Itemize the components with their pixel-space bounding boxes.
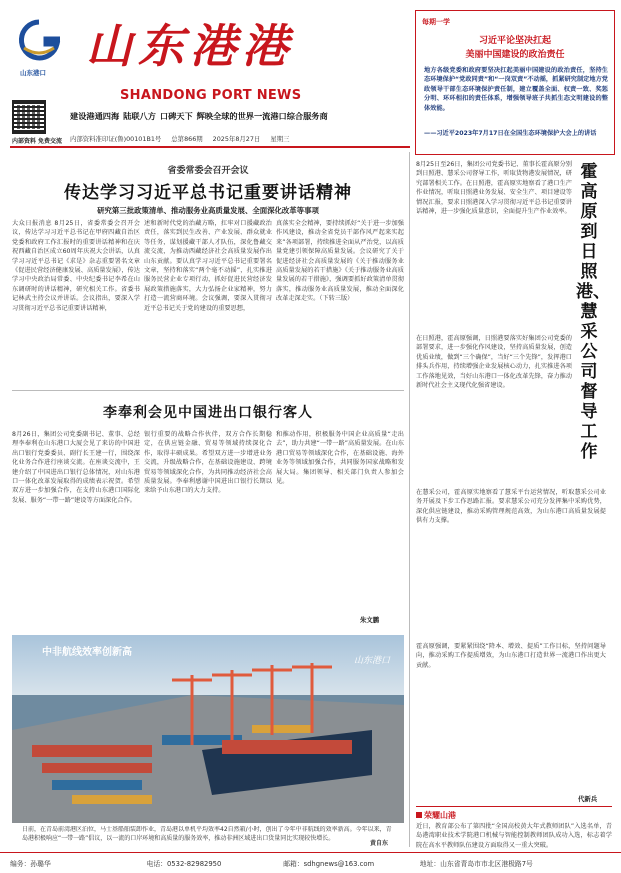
study-column-label: 每期一学: [422, 18, 450, 26]
issue-weekday: 星期三: [270, 135, 290, 143]
masthead-title-en: SHANDONG PORT NEWS: [120, 88, 302, 103]
permit-no: 内部资料准印证(鲁)00101B1号: [70, 135, 162, 143]
article1-kicker: 省委常委会召开会议: [167, 166, 249, 176]
article1-headline: 传达学习习近平总书记重要讲话精神: [64, 183, 352, 203]
column-divider: [409, 152, 410, 847]
article1-col2: 述和新时代党的治藏方略，扛牢对口援藏政治责任，落实到民生改善、产业发展、群众就业等任务，谋划援藏干部人才队伍，深化鲁藏交流交流，为推动西藏经济社会高质量发展作出山东贡献。要认真学习习近平总书记重要署名文章，坚持和落实“两个毫不动摇”，扎实推进服务民营企业专项行动，抓好促进民营经济发展政策措施落实，大力弘扬企业家精神，努力打造一流营商环境。会议强调，要深入贯彻习近平总书记关于党的建设的重要思想，: [144, 220, 272, 312]
issue-info: [70, 134, 470, 143]
article2-col3: 和推动作用，积极服务中国企业高质量“走出去”，助力共建“一带一路”高质量发展。在山东港口贸易等领域深化合作，在基础设施、海外业务等领域加强合作，共同服务国家战略和发展大局。集团领导、相关部门负责人参加会见。: [276, 431, 404, 486]
article2-headline: 李奉利会见中国进出口银行客人: [103, 405, 313, 421]
qr-caption-1: 内部资料: [12, 138, 37, 145]
article2-col1: 8月26日，集团公司党委副书记、董事、总经理李奉利在山东港口大厦会见了来访的中国进出口银行党委委员、副行长王建一行，围绕深化业务合作进行座谈交流。在座谈交流中，王建介绍了中国进出口银行总体情况，对山东港口一体化改革发展取得的成绩表示祝贺。希望双方进一步加强合作，在支持山东港口国际化发展、服务“一带一路”建设等方面深化合作。: [12, 431, 140, 504]
study-box: [415, 10, 615, 155]
masthead-rule: [10, 146, 410, 148]
article2-author: 朱文鹏: [360, 616, 380, 624]
honor-rule: [416, 806, 612, 807]
right-author: 代新兵: [578, 795, 598, 803]
photo-title: 中非航线效率创新高: [42, 647, 132, 658]
article1-col1: 大众日报消息 8月25日，省委常委会召开会议，传达学习习近平总书记在甲府四藏自治区党委和政府工作汇报时的重要讲话精神和在庆祝西藏自治区成立60周年庆祝大会讲话，认真学习习近平总书记《求是》杂志重要署名文章《促进民营经济健康发展、高质量发展》，传达学习中央政治局常委、中央纪委书记李希在山东调研时的讲话精神，研究相关工作。省委书记林武主持会议并讲话。会议指出，要深入学习贯彻习近平总书记重要讲话精神，: [12, 220, 140, 312]
study-quote: 地方各级党委和政府要坚决扛起美丽中国建设的政治责任，坚持生态环境保护“党政同责”和“一岗双责”不动摇，抓紧研究制定地方党政领导干部生态环境保护责任制，建立覆盖全面、权责一致、奖惩分明、环环相扣的责任体系，增强领导班子共抓生态文明建设的整体效能。: [424, 67, 608, 112]
photo-credit: 黄自东: [370, 840, 389, 847]
qr-caption-2: 免费交流: [38, 138, 63, 145]
masthead-title: 山东港港: [86, 19, 294, 73]
qr-caption: [12, 136, 62, 145]
port-photo: [12, 635, 404, 823]
slogan-1: 建设港通四海: [70, 110, 120, 121]
right-body-4: 霍高原强调，要紧紧围绕“降本、增效、提质”工作目标，坚持问题导向，推动采购工作提质增效，为山东港口打造世界一流港口作出更大贡献。: [416, 643, 606, 669]
qr-code-icon: [12, 100, 46, 134]
study-source: ——习近平2023年7月17日在全国生态环境保护大会上的讲话: [424, 130, 597, 137]
study-title-line1: 习近平论坚决扛起: [478, 36, 551, 46]
honor-text: 近日，教育部公布了第四批“全国高校黄大年式教师团队”入选名单，青岛港湾职业技术学院港口机械与智能控制教师团队成功入选，标志着学院在高水平教师队伍建设方面取得又一重大突破。: [416, 823, 612, 849]
honor-square-icon: [416, 812, 422, 818]
slogan-row: [70, 108, 406, 124]
right-body-2: 在日照港，霍高原强调，日照港要落实好集团公司党委的部署要求，进一步强化作风建设，坚持高质量发展，创造优质业绩，做到“三个确保”，当好“三个先锋”，发挥港口排头兵作用，持续增强企业发展核心动力，扎实推进各项工作落地见效，当好山东港口一体化改革先锋，奋力推动新时代社会主义现代化强省建设。: [416, 335, 572, 390]
honor-tag-label: 荣耀山港: [424, 811, 456, 820]
right-vertical-headline: 霍高原到日照港、慧采公司督导工作: [576, 162, 610, 462]
photo-watermark: 山东港口: [353, 656, 390, 666]
brand-logo: [16, 18, 62, 66]
footer-phone: 电话：0532-82982950: [146, 860, 222, 868]
honor-tag: [416, 810, 456, 821]
article2-col2: 银行重要的战略合作伙伴，双方合作长期稳定，在供应链金融、贸易等领域持续深化合作，取得丰硕成果。希望双方进一步增进业务交流，升级战略合作，在基础设施建设、跨境贸易等领域深化合作，为共同推动经济社会高质量发展。李奉利感谢中国进出口银行长期以来给予山东港口的大力支持。: [144, 431, 272, 495]
issue-date: 2025年8月27日: [212, 135, 261, 143]
slogan-2: 陆联八方: [123, 110, 156, 121]
divider-1: [12, 390, 404, 391]
study-title-line2: 美丽中国建设的政治责任: [465, 50, 565, 60]
right-body-1: 8月25日至26日，集团公司党委书记、董事长霍高原分别到日照港、慧采公司督导工作，听取货物港发展情况，研究部署相关工作。在日照港，霍高原实地察看了港口生产作业情况，听取日照港业务发展、安全生产、项目建设等情况汇报，要求日照港深入学习贯彻习近平总书记重要讲话精神，进一步强化质量意识，全面提升生产作业效率。: [416, 161, 572, 216]
footer: [0, 852, 621, 873]
right-body-3: 在慧采公司，霍高原实地察看了慧采平台运营情况，听取慧采公司业务开展及下步工作思路汇报。要求慧采公司充分发挥集中采购优势，深化供应链建设，推动采购管理规范高效，为山东港口高质量发展提供有力支撑。: [416, 489, 606, 525]
footer-address: 地址：山东省青岛市市北区港极路7号: [419, 860, 533, 868]
article1-col3: 真落实全会精神，要持续抓好“关于进一步加强作风建设，推动全省党员干部作风严起来实起来”各项部署，持续推进全面从严治党，以高质量党建引领保障高质量发展。会议研究了关于促进经济社会高质量发展的《关于推动服务业高质量发展的若干措施》《关于推动服务业高质量发展的若干措施》，强调要抓好政策清单贯彻落实，推动服务业高质量发展，推动全面深化改革走深走实。（下转三版）: [276, 220, 404, 303]
slogan-4: 辉映全球的世界一流港口综合服务商: [196, 110, 328, 121]
photo-caption: 日前，在青岛前湾港区泊位，马士基船舶装卸作业，青岛港以单机平均效率42自然箱/小时，创出了今年中非航线的效率新高。今年以来，青岛港积极响应“一带一路”倡议，以一流的口岸环境和高质量的服务效率，推动非洲区域进出口货量同比实现较快增长。: [22, 826, 392, 842]
issue-no: 总第866期: [171, 135, 203, 143]
article1-subhead: 研究第三批政策清单、推动服务业高质量发展、全面深化改革等事项: [97, 206, 319, 215]
logo-caption: 山东港口: [20, 69, 46, 77]
slogan-3: 口碑天下: [159, 110, 193, 121]
footer-editor: 编务：孙璐华: [10, 860, 51, 868]
footer-email: 邮箱：sdhgnews@163.com: [283, 860, 375, 868]
